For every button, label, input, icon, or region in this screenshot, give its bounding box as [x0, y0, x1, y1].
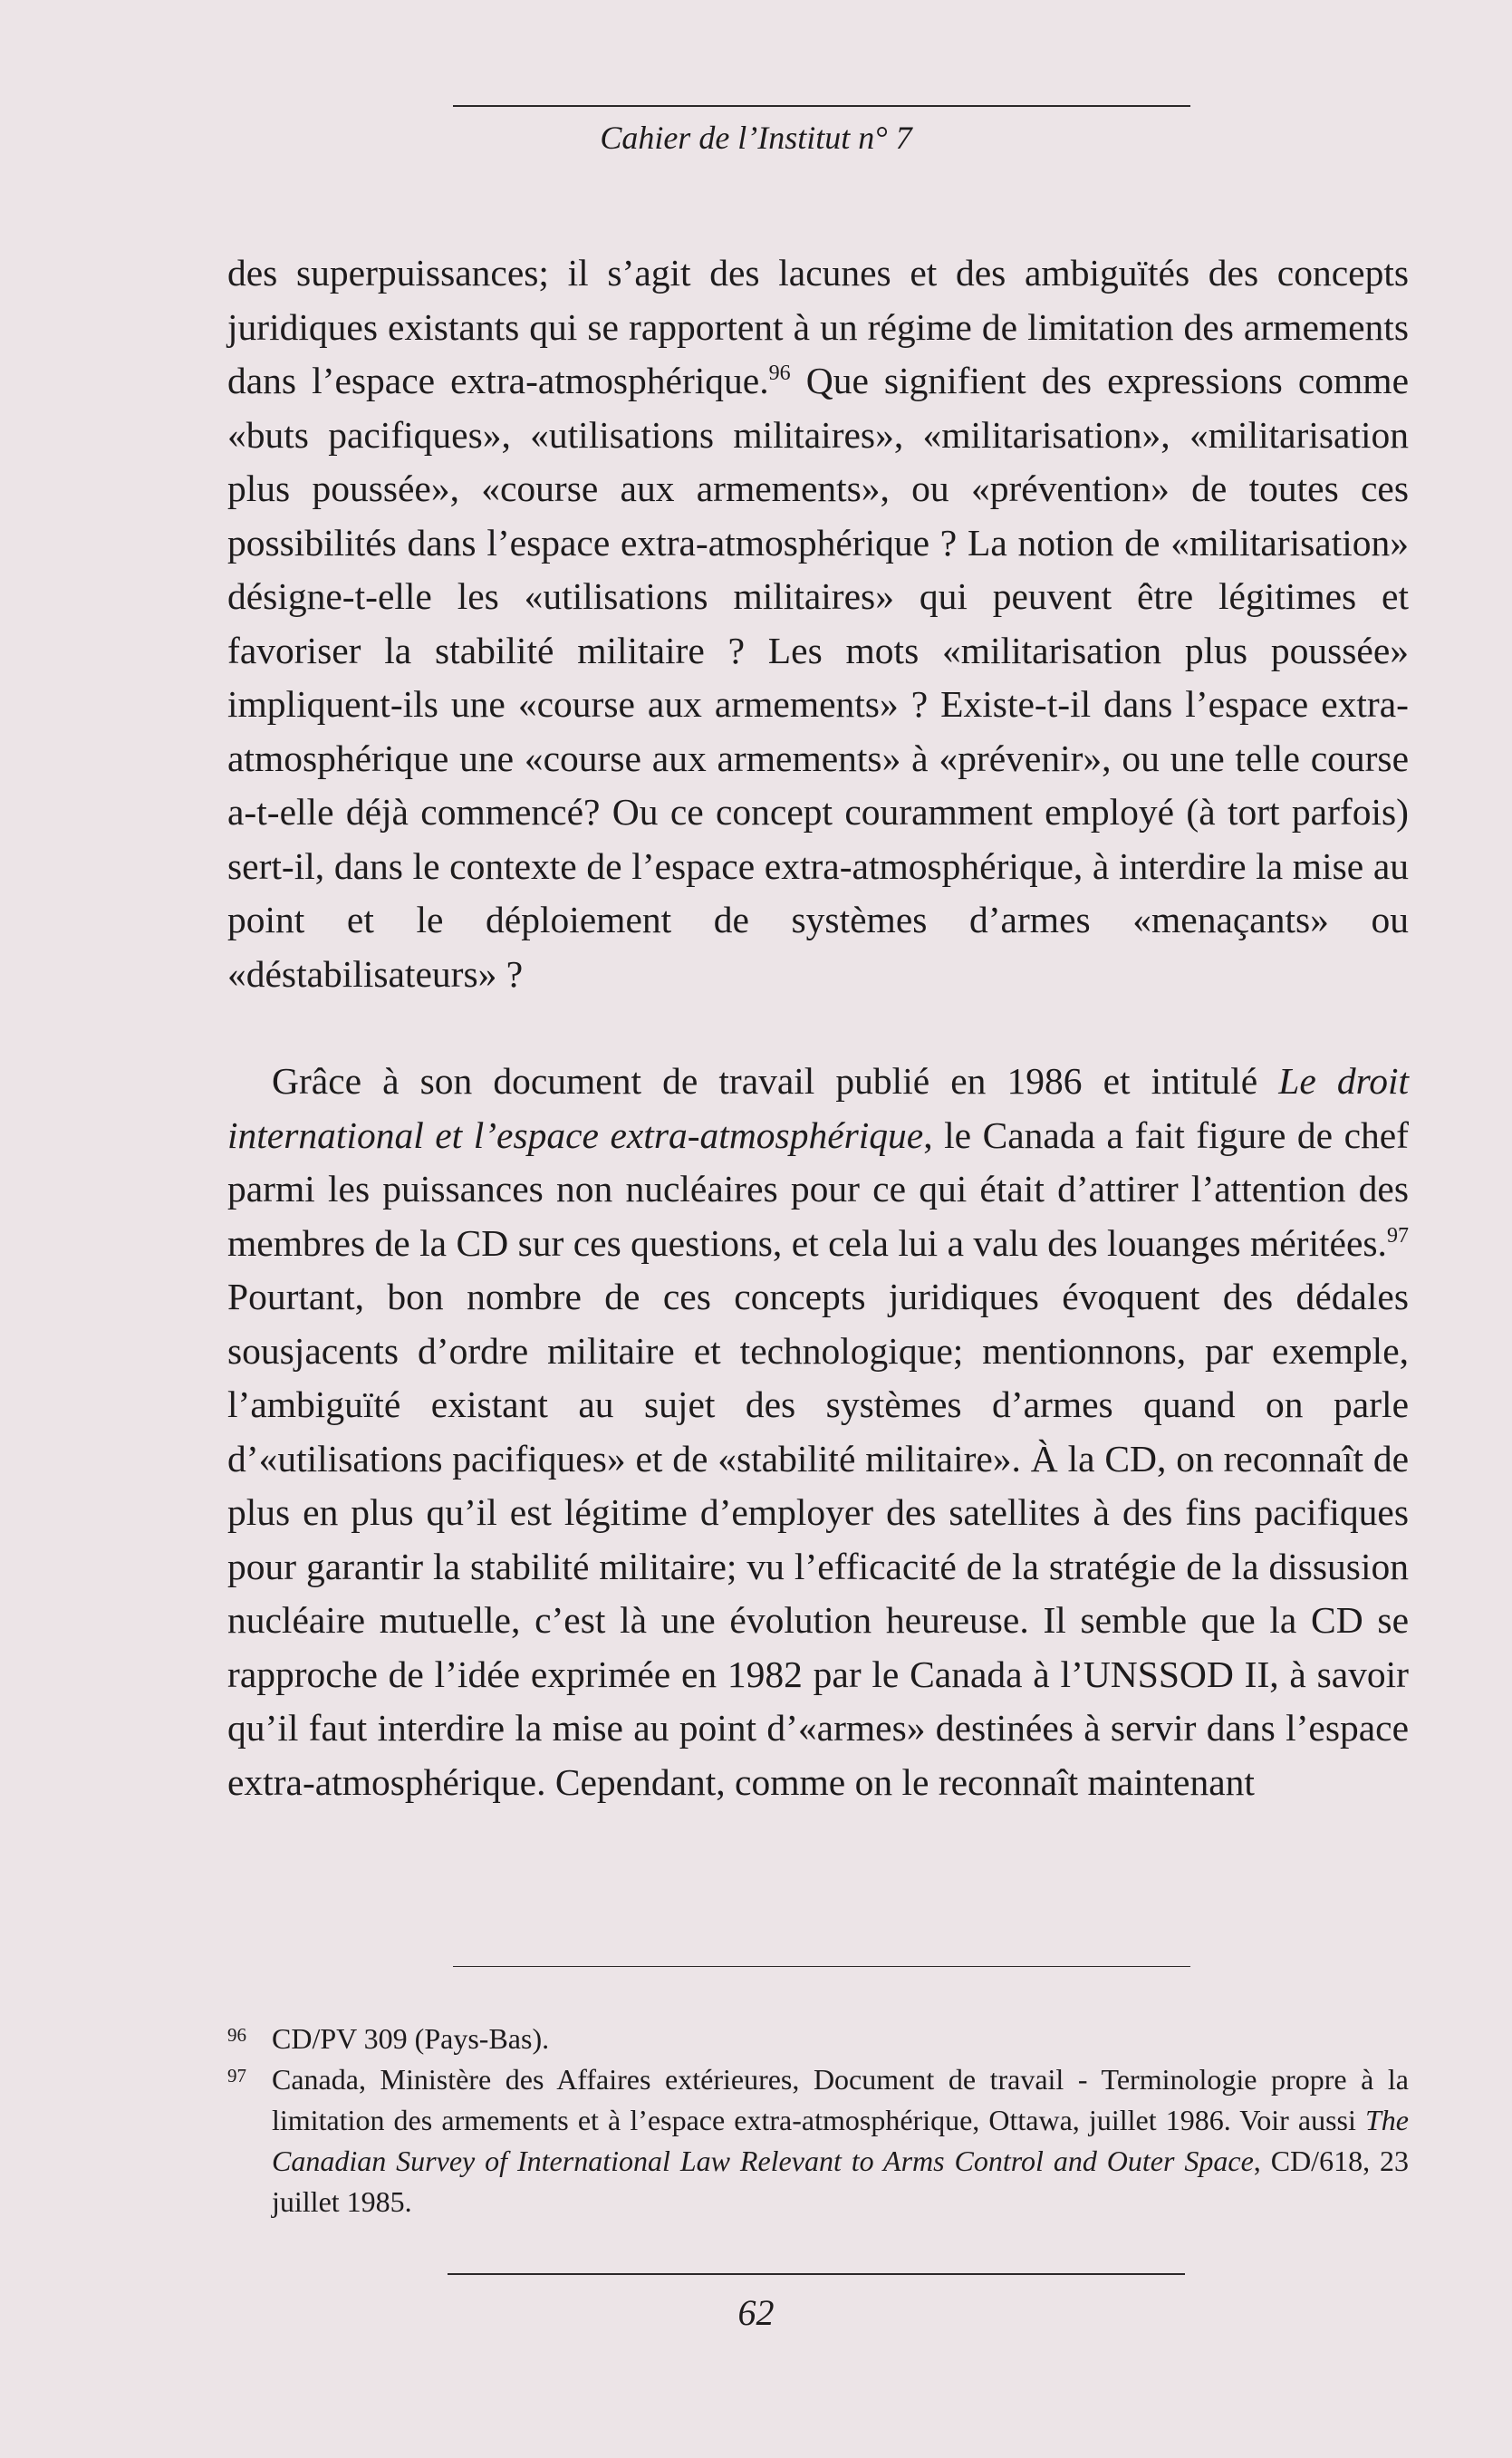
footnote-separator: [453, 1966, 1190, 1967]
page-number: 62: [737, 2292, 775, 2333]
paragraph-2-text-c: Pourtant, bon nombre de ces concepts juridiques évoquent des dédales sousjacents d’ordre militaire et technologique; mentionnons, par exemple, l’ambiguïté existant au sujet des systèmes d’armes quand on parle d’«utilisations pacifiques» et de «stabilité militaire». À la CD, on reconnaît de plus en plus qu’il est légitime d’employer des satellites à des fins pacifiques pour garantir la stabilité militaire; vu l’efficacité de la stratégie de la dissusion nucléaire mutuelle, c’est là une évolution heureuse. Il semble que la CD se rapproche de l’idée exprimée en 1982 par le Canada à l’UNSSOD II, à savoir qu’il faut interdire la mise au point d’«armes» destinées à servir dans l’espace extra-atmosphérique. Cependant, comme on le reconnaît maintenant: [227, 1276, 1409, 1803]
footnote-96: [227, 2019, 1409, 2059]
footnote-italic-title: The Canadian Survey of International Law Relevant to Arms Control and Outer Space: [272, 2104, 1409, 2177]
paragraph-1: [227, 246, 1409, 1001]
footnote-97: [227, 2059, 1409, 2222]
main-text: [227, 246, 1409, 1809]
header-rule: [453, 105, 1190, 107]
running-head: Cahier de l’Institut n° 7: [600, 120, 912, 156]
footnote-text-end: , CD/618, 23 juillet 1985.: [272, 2145, 1409, 2218]
paragraph-1-text-a: des superpuissances; il s’agit des lacunes et des ambiguïtés des concepts juridiques existants qui se rapportent à un régime de limitation des armements dans l’espace extra-atmosphérique.: [227, 252, 1409, 401]
footnotes: [227, 2019, 1409, 2222]
footnote-number: 97: [227, 2065, 246, 2087]
footnote-text: CD/PV 309 (Pays-Bas).: [272, 2022, 550, 2055]
footnote-text: Canada, Ministère des Affaires extérieures, Document de travail - Terminologie propre à la limitation des armements et à l’espace extra-atmosphérique, Ottawa, juillet 1986. Voir aussi: [272, 2063, 1409, 2136]
paragraph-2-text-a: Grâce à son document de travail publié en 1986 et intitulé: [272, 1060, 1279, 1102]
paragraph-2: [227, 1055, 1409, 1809]
footnote-ref-96[interactable]: 96: [768, 361, 791, 386]
paragraph-2-text-b: , le Canada a fait figure de chef parmi les puissances non nucléaires pour ce qui était d’attirer l’attention des membres de la CD sur ces questions, et cela lui a valu des louanges méritées.: [227, 1113, 1409, 1264]
paragraph-1-text-b: Que signifient des expressions comme «buts pacifiques», «utilisations militaires», «militarisation», «militarisation plus poussée», «course aux armements», ou «prévention» de toutes ces possibilités dans l’espace extra-atmosphérique ? La notion de «militarisation» désigne-t-elle les «utilisations militaires» qui peuvent être légitimes et favoriser la stabilité militaire ? Les mots «militarisation plus poussée» impliquent-ils une «course aux armements» ? Existe-t-il dans l’espace extra-atmosphérique une «course aux armements» à «prévenir», ou une telle course a-t-elle déjà commencé? Ou ce concept couramment employé (à tort parfois) sert-il, dans le contexte de l’espace extra-atmosphérique, à interdire la mise au point et le déploiement de systèmes d’armes «menaçants» ou «déstabilisateurs» ?: [227, 360, 1409, 995]
footer-rule: [448, 2273, 1185, 2275]
footnote-number: 96: [227, 2024, 246, 2046]
document-title: Le droit international et l’espace extra-atmosphérique: [227, 1060, 1410, 1156]
footnote-ref-97[interactable]: 97: [1386, 1223, 1409, 1248]
